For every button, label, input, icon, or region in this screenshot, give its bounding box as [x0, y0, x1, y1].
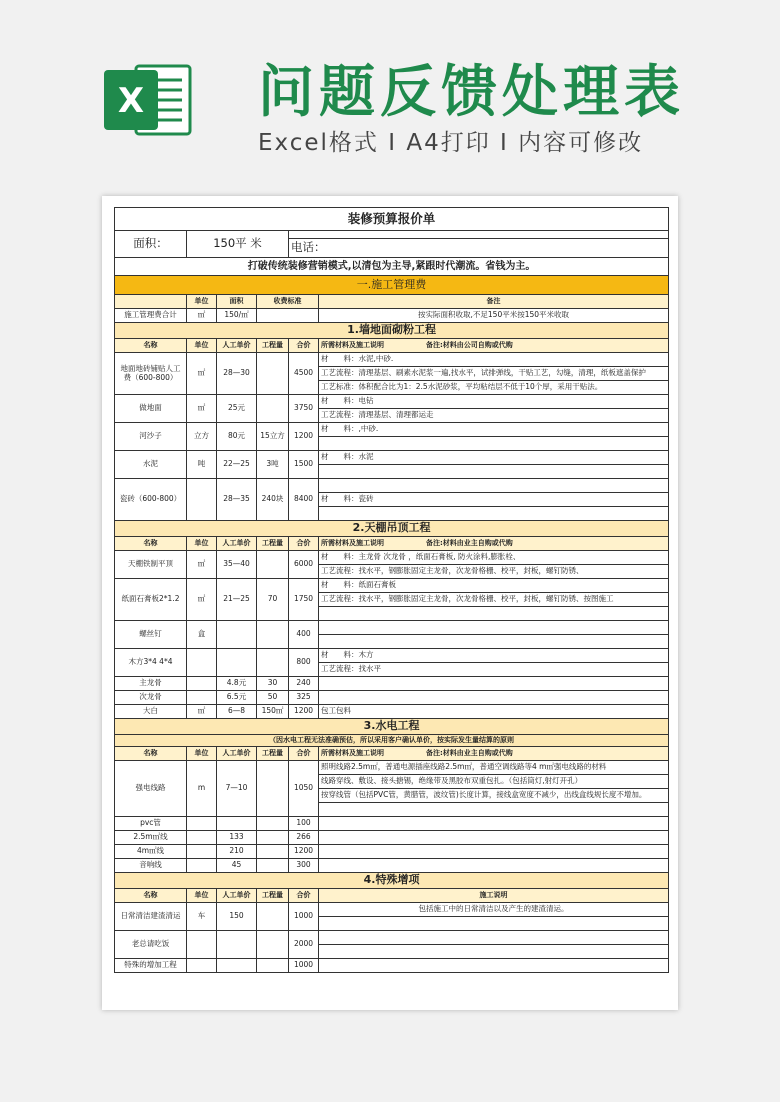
- item-price: 21—25: [217, 579, 257, 621]
- item-description: [319, 677, 669, 691]
- item-price: 22—25: [217, 451, 257, 479]
- item-description: [319, 465, 669, 479]
- column-header: 备注: [319, 295, 669, 309]
- item-price: 210: [217, 845, 257, 859]
- item-qty: 15立方: [257, 423, 289, 451]
- item-qty: [257, 551, 289, 579]
- item-description: [319, 621, 669, 635]
- item-description: [319, 845, 669, 859]
- item-price: 28—35: [217, 479, 257, 521]
- table-row: [115, 579, 669, 593]
- item-description: 线路穿线、敷设、接头搪锡，绝缘带及黑胶布双重包扎。（包括筒灯,射灯开孔）: [319, 775, 669, 789]
- item-unit: [187, 845, 217, 859]
- item-description: 按穿线管（包括PVC管，黄腊管，波纹管)长度计算，接线盒宽度不减少，出线盒线规长度不增加。: [319, 789, 669, 803]
- slogan: 打破传统装修营销模式,以清包为主导,紧跟时代潮流。省钱为主。: [115, 258, 669, 276]
- item-price: 4.8元: [217, 677, 257, 691]
- item-name: 特殊的增加工程: [115, 959, 187, 973]
- item-description: 材 料：水泥: [319, 451, 669, 465]
- item-description: [319, 607, 669, 621]
- item-description: 工艺流程：找水平，钢膨胀固定主龙骨，次龙骨格栅、校平，封板，螺钉防锈、: [319, 565, 669, 579]
- item-unit: [187, 931, 217, 959]
- item-total: 4500: [289, 353, 319, 395]
- column-header-row: 名称 单位 人工单价 工程量 合价 所需材料及施工说明 备注:材料由业主自购或代购: [115, 537, 669, 551]
- table-row: [115, 903, 669, 917]
- item-unit: [187, 859, 217, 873]
- item-name: 4m㎡线: [115, 845, 187, 859]
- item-unit: 盒: [187, 621, 217, 649]
- spreadsheet-sheet: [102, 196, 678, 1010]
- item-description: 材 料：,中砂.: [319, 423, 669, 437]
- item-name: 做地面: [115, 395, 187, 423]
- item-area: 150/㎡: [217, 309, 257, 323]
- item-description: 包工包料: [319, 705, 669, 719]
- item-total: 1750: [289, 579, 319, 621]
- sheet-title: 装修预算报价单: [115, 208, 669, 231]
- item-total: 1500: [289, 451, 319, 479]
- item-qty: 3吨: [257, 451, 289, 479]
- table-row: [115, 845, 669, 859]
- column-header: 收费标准: [257, 295, 319, 309]
- item-price: 7—10: [217, 761, 257, 817]
- item-description: [319, 917, 669, 931]
- item-name: 瓷砖（600-800）: [115, 479, 187, 521]
- item-total: 8400: [289, 479, 319, 521]
- item-description: 包括施工中的日常清洁以及产生的建渣清运。: [319, 903, 669, 917]
- item-total: 400: [289, 621, 319, 649]
- item-description: 工艺标准：体积配合比为1：2.5水泥砂浆，平均粘结层不低于10个厚，采用干贴法。: [319, 381, 669, 395]
- item-price: 35—40: [217, 551, 257, 579]
- section-note: （因水电工程无法准确预估，所以采用客户确认单价，按实际发生量结算的原则: [115, 735, 669, 747]
- item-total: 1200: [289, 845, 319, 859]
- item-name: 主龙骨: [115, 677, 187, 691]
- table-row: [115, 831, 669, 845]
- quote-table: [114, 207, 669, 973]
- table-row: [115, 423, 669, 437]
- item-price: [217, 817, 257, 831]
- item-price: [217, 621, 257, 649]
- item-price: [217, 959, 257, 973]
- item-description: [319, 635, 669, 649]
- item-qty: 240块: [257, 479, 289, 521]
- item-total: 2000: [289, 931, 319, 959]
- item-total: 300: [289, 859, 319, 873]
- item-description: [319, 931, 669, 945]
- item-qty: [257, 395, 289, 423]
- table-row: [115, 959, 669, 973]
- item-name: 天棚铁制平顶: [115, 551, 187, 579]
- item-qty: 70: [257, 579, 289, 621]
- item-name: 纸面石膏板2*1.2: [115, 579, 187, 621]
- item-description: 材 料：纸面石膏板: [319, 579, 669, 593]
- table-row: [115, 705, 669, 719]
- section-title: 1.墙地面砌粉工程: [115, 323, 669, 339]
- item-price: [217, 649, 257, 677]
- item-price: 28—30: [217, 353, 257, 395]
- item-description: [319, 959, 669, 973]
- item-description: 材 料：水泥,中砂.: [319, 353, 669, 367]
- item-name: 强电线路: [115, 761, 187, 817]
- column-header: 面积: [217, 295, 257, 309]
- item-qty: [257, 845, 289, 859]
- item-qty: [257, 859, 289, 873]
- item-name: 螺丝钉: [115, 621, 187, 649]
- item-description: [319, 945, 669, 959]
- item-total: 1000: [289, 959, 319, 973]
- area-value[interactable]: 150平 米: [187, 231, 289, 258]
- item-qty: [257, 959, 289, 973]
- item-total: 800: [289, 649, 319, 677]
- item-description: [319, 817, 669, 831]
- item-name: 音响线: [115, 859, 187, 873]
- item-name: 水泥: [115, 451, 187, 479]
- item-unit: 立方: [187, 423, 217, 451]
- table-row: [115, 479, 669, 493]
- item-description: [319, 803, 669, 817]
- item-unit: 车: [187, 903, 217, 931]
- item-unit: ㎡: [187, 551, 217, 579]
- item-total: 240: [289, 677, 319, 691]
- item-description: 材 料：木方: [319, 649, 669, 663]
- item-price: 6—8: [217, 705, 257, 719]
- table-row: [115, 931, 669, 945]
- item-qty: [257, 761, 289, 817]
- item-qty: [257, 831, 289, 845]
- item-total: 1200: [289, 423, 319, 451]
- item-total: 3750: [289, 395, 319, 423]
- item-unit: [187, 479, 217, 521]
- item-unit: ㎡: [187, 309, 217, 323]
- table-row: [115, 691, 669, 705]
- item-name: 2.5m㎡线: [115, 831, 187, 845]
- table-row: [115, 395, 669, 409]
- item-description: [319, 831, 669, 845]
- item-price: 133: [217, 831, 257, 845]
- column-header-row: 名称 单位 人工单价 工程量 合价 所需材料及施工说明 备注:材料由业主自购或代购: [115, 747, 669, 761]
- item-description: [319, 691, 669, 705]
- item-description: [319, 437, 669, 451]
- item-name: 施工管理费合计: [115, 309, 187, 323]
- table-row: [115, 551, 669, 565]
- item-name: 河沙子: [115, 423, 187, 451]
- item-unit: [187, 831, 217, 845]
- phone-label[interactable]: 电话：: [289, 239, 669, 258]
- item-name: 地面地砖铺贴人工费（600-800）: [115, 353, 187, 395]
- item-total: 1000: [289, 903, 319, 931]
- item-qty: [257, 649, 289, 677]
- item-total: 100: [289, 817, 319, 831]
- item-qty: [257, 931, 289, 959]
- item-total: 6000: [289, 551, 319, 579]
- item-description: 材 料：主龙骨 次龙骨 ，纸面石膏板, 防火涂料,膨胀栓、: [319, 551, 669, 565]
- table-row: [115, 817, 669, 831]
- item-unit: ㎡: [187, 353, 217, 395]
- section-title: 3.水电工程: [115, 719, 669, 735]
- item-total: 266: [289, 831, 319, 845]
- item-price: 150: [217, 903, 257, 931]
- item-description: 材 料：瓷砖: [319, 493, 669, 507]
- item-unit: [187, 677, 217, 691]
- table-row: [115, 353, 669, 367]
- table-row: [115, 859, 669, 873]
- item-description: 工艺流程：找水平: [319, 663, 669, 677]
- item-name: 次龙骨: [115, 691, 187, 705]
- excel-logo-icon: [100, 52, 196, 148]
- column-header: 单位: [187, 295, 217, 309]
- item-qty: [257, 353, 289, 395]
- item-name: pvc管: [115, 817, 187, 831]
- item-unit: ㎡: [187, 579, 217, 621]
- item-description: [319, 507, 669, 521]
- column-header-row: 名称 单位 人工单价 工程量 合价 施工说明: [115, 889, 669, 903]
- table-row: [115, 621, 669, 635]
- item-price: [217, 931, 257, 959]
- item-price: 80元: [217, 423, 257, 451]
- item-unit: [187, 649, 217, 677]
- item-description: 工艺流程：清理基层、清理都运走: [319, 409, 669, 423]
- table-row: [115, 649, 669, 663]
- item-note: 按实际面积收取,不足150平米按150平米收取: [319, 309, 669, 323]
- section-title: 4.特殊增项: [115, 873, 669, 889]
- item-qty: [257, 903, 289, 931]
- item-unit: [187, 691, 217, 705]
- item-price: 25元: [217, 395, 257, 423]
- table-row: [115, 451, 669, 465]
- svg-text:X: X: [117, 81, 145, 121]
- item-name: 木方3*4 4*4: [115, 649, 187, 677]
- item-unit: 吨: [187, 451, 217, 479]
- page-subtitle: Excel格式 I A4打印 I 内容可修改: [258, 130, 644, 156]
- section-title: 一.施工管理费: [115, 276, 669, 295]
- item-description: 工艺流程：清理基层、刷素水泥浆一遍,找水平，试排弹线，干贴工艺，勾缝，清理，纸板遮盖保护: [319, 367, 669, 381]
- table-row: [115, 677, 669, 691]
- item-total: 1200: [289, 705, 319, 719]
- item-name: 大白: [115, 705, 187, 719]
- table-row: [115, 761, 669, 775]
- item-description: 工艺流程：找水平，钢膨胀固定主龙骨，次龙骨格栅、校平，封板，螺钉防锈、按图施工: [319, 593, 669, 607]
- item-unit: [187, 817, 217, 831]
- item-description: [319, 859, 669, 873]
- item-name: 日常清洁建渣清运: [115, 903, 187, 931]
- item-description: 材 料：电钻: [319, 395, 669, 409]
- area-label: 面积：: [115, 231, 187, 258]
- item-qty: 50: [257, 691, 289, 705]
- item-description: 照明线路2.5m㎡，普通电源插座线路2.5m㎡，普通空调线路等4 m㎡强电线路的材料: [319, 761, 669, 775]
- item-qty: 150㎡: [257, 705, 289, 719]
- item-name: 老总请吃饭: [115, 931, 187, 959]
- column-header-row: 名称 单位 人工单价 工程量 合价 所需材料及施工说明 备注:材料由公司自购或代购: [115, 339, 669, 353]
- item-unit: [187, 959, 217, 973]
- item-price: 6.5元: [217, 691, 257, 705]
- item-unit: ㎡: [187, 395, 217, 423]
- item-qty: [257, 621, 289, 649]
- item-price: 45: [217, 859, 257, 873]
- item-qty: 30: [257, 677, 289, 691]
- item-total: 325: [289, 691, 319, 705]
- section-title: 2.天棚吊顶工程: [115, 521, 669, 537]
- page-title: 问题反馈处理表: [258, 60, 685, 125]
- item-unit: ㎡: [187, 705, 217, 719]
- item-qty: [257, 817, 289, 831]
- item-total: 1050: [289, 761, 319, 817]
- item-unit: m: [187, 761, 217, 817]
- item-description: [319, 479, 669, 493]
